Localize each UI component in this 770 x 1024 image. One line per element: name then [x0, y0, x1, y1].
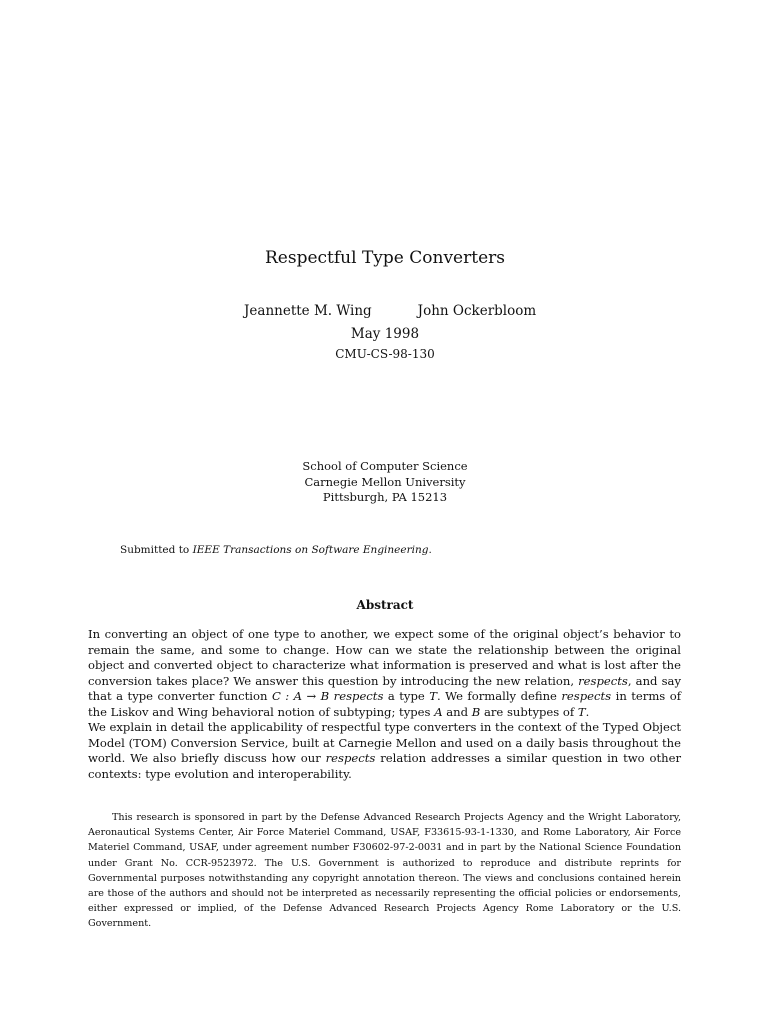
funding-footnote: [88, 810, 681, 932]
abstract-paragraph: [88, 720, 681, 782]
abstract-symbol: B: [471, 704, 481, 719]
author-list: [244, 303, 536, 319]
abstract-formula: C : A → B: [271, 689, 330, 703]
affiliation-school: School of Computer Science: [302, 459, 468, 473]
author-name: Jeannette M. Wing: [244, 303, 372, 319]
abstract-heading: Abstract: [356, 598, 414, 612]
submission-venue: IEEE Transactions on Software Engineering: [192, 544, 429, 556]
abstract-symbol: T: [429, 689, 437, 703]
report-number: CMU-CS-98-130: [335, 347, 435, 361]
abstract-term: respects: [329, 689, 384, 703]
abstract-term: respects: [561, 689, 612, 703]
affiliation-location: Pittsburgh, PA 15213: [322, 490, 448, 504]
abstract-body: [88, 627, 681, 782]
abstract-text: . We formally define: [436, 689, 562, 703]
abstract-symbol: T: [577, 704, 586, 719]
footnote-text: This research is sponsored in part by the Defense Advanced Research Projects Agency and the Wright Laboratory, Aeronautical Systems Center, Air Force Materiel Command, USAF, F33615-93-1-1330, and Rome Laboratory, Air Force Materiel Command, USAF, under agreement number F30602-97-2-0031 and in part by the National Science Foundation under Grant No. CCR-9523972. The U.S. Government is authorized to reproduce and distribute reprints for Governmental purposes notwithstanding any copyright annotation thereon. The views and conclusions contained herein are those of the authors and should not be interpreted as necessarily representing the official policies or endorsements, either expressed or implied, of the Defense Advanced Research Projects Agency Rome Laboratory or the U.S. Government.: [88, 812, 681, 930]
abstract-text: We explain in detail the applicability of respectful type converters in the context of the Typed Object Model (TOM) Conversion Service, built at Carnegie Mellon and used on a daily basis throughout the world. We also briefly discuss how our: [88, 720, 681, 765]
affiliation-block: [0, 459, 770, 506]
submission-suffix: .: [428, 544, 432, 556]
abstract-text: and: [442, 704, 472, 719]
abstract-text: a type: [383, 689, 430, 703]
abstract-text: , and say that a type converter function: [88, 673, 681, 703]
abstract-text: are subtypes of: [480, 704, 578, 719]
abstract-term: respects: [325, 751, 376, 765]
abstract-text: .: [585, 704, 590, 719]
submission-note: [120, 544, 432, 556]
author-name: John Ockerbloom: [417, 303, 537, 319]
abstract-text: in terms of the Liskov and Wing behavioral notion of subtyping; types: [88, 689, 681, 719]
submission-prefix: Submitted to: [120, 544, 193, 556]
abstract-text: relation addresses a similar question in two other contexts: type evolution and interoperability.: [88, 751, 681, 781]
abstract-text: In converting an object of one type to another, we expect some of the original object’s behavior to remain the same, and some to change. How can we state the relationship between the original object and converted object to characterize what information is preserved and what is lost after the conversion takes place? We answer this question by introducing the new relation,: [88, 627, 681, 688]
abstract-symbol: A: [434, 704, 443, 719]
abstract-paragraph: [88, 627, 681, 720]
paper-title: Respectful Type Converters: [265, 248, 505, 268]
abstract-term: respects: [578, 673, 628, 688]
affiliation-university: Carnegie Mellon University: [304, 474, 466, 489]
publication-date: May 1998: [350, 326, 420, 342]
